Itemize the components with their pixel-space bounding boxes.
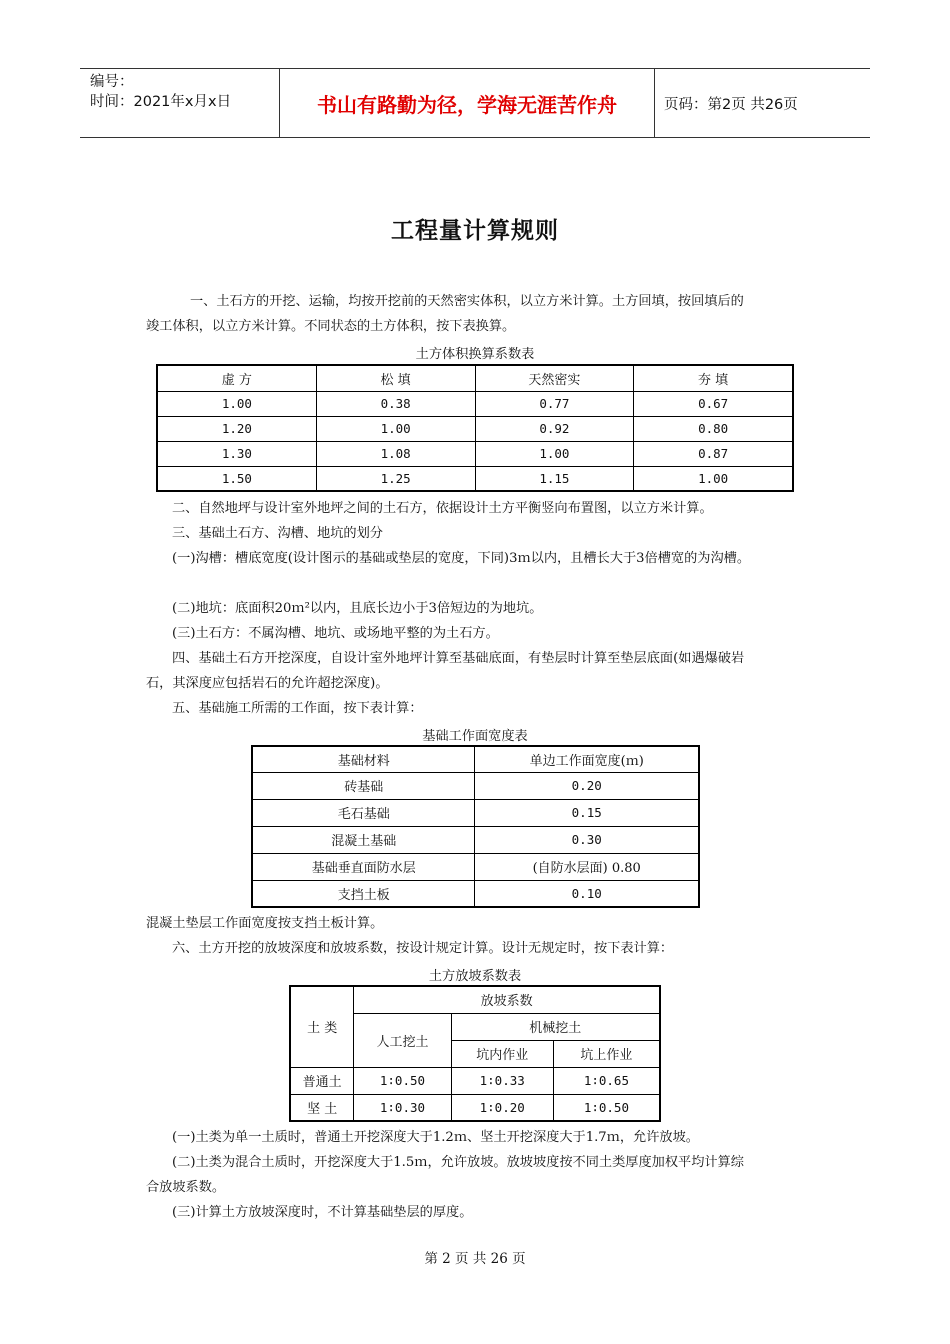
table-cell: 普通土: [290, 1067, 354, 1094]
table-cell: 0.67: [634, 391, 793, 416]
soil-type-header: 土 类: [290, 986, 354, 1067]
table-cell: 坚 土: [290, 1094, 354, 1121]
paragraph-4-line-2: 石，其深度应包括岩石的允许超挖深度)。: [146, 676, 389, 691]
table-cell: 1.08: [316, 441, 475, 466]
pit-inside-header: 坑内作业: [451, 1040, 553, 1067]
table-cell: 基础垂直面防水层: [252, 853, 475, 880]
table-header-cell: 单边工作面宽度(ｍ): [475, 746, 699, 772]
table-header-cell: 夯 填: [634, 365, 793, 391]
table-cell: 0.92: [475, 416, 634, 441]
table-cell: 0.38: [316, 391, 475, 416]
table-cell: 1.25: [316, 466, 475, 491]
table-header-cell: 虚 方: [157, 365, 316, 391]
paragraph-2: 二、自然地坪与设计室外地坪之间的土石方，依据设计土方平衡竖向布置图，以立方米计算。: [172, 501, 713, 516]
table-cell: 1.50: [157, 466, 316, 491]
table-cell: 1∶0.50: [553, 1094, 660, 1121]
document-number-label: 编号：: [90, 74, 134, 90]
table-row: [252, 853, 699, 880]
table-row: [290, 1094, 660, 1121]
machine-dig-header: 机械挖土: [451, 1013, 660, 1040]
table-cell: 1.30: [157, 441, 316, 466]
table-row: [157, 416, 793, 441]
table-cell: 1.00: [475, 441, 634, 466]
table-cell: 1∶0.30: [354, 1094, 451, 1121]
table-header-cell: 基础材料: [252, 746, 475, 772]
table-row: [157, 466, 793, 491]
table-header-cell: 松 填: [316, 365, 475, 391]
table-row: [252, 880, 699, 907]
table-cell: 1.15: [475, 466, 634, 491]
table2-caption: 基础工作面宽度表: [422, 729, 528, 744]
table-cell: 0.30: [475, 826, 699, 853]
table-header-cell: 天然密实: [475, 365, 634, 391]
paragraph-3a: (一)沟槽：槽底宽度(设计图示的基础或垫层的宽度，下同)3ｍ以内，且槽长大于3倍槽宽的为沟槽。: [172, 551, 751, 566]
paragraph-6: 六、土方开挖的放坡深度和放坡系数，按设计规定计算。设计无规定时，按下表计算：: [172, 941, 674, 956]
slope-coefficient-header: 放坡系数: [354, 986, 660, 1013]
table-row: [252, 772, 699, 799]
table-row: [252, 826, 699, 853]
paragraph-5-note: 混凝土垫层工作面宽度按支挡土板计算。: [146, 916, 384, 931]
paragraph-5: 五、基础施工所需的工作面，按下表计算：: [172, 701, 423, 716]
table-row: [157, 441, 793, 466]
paragraph-4-line-1: 四、基础土石方开挖深度，自设计室外地坪计算至基础底面，有垫层时计算至垫层底面(如遇爆破岩: [172, 651, 745, 666]
document-title: 工程量计算规则: [391, 218, 559, 244]
table3-caption: 土方放坡系数表: [428, 969, 522, 984]
soil-volume-table: [156, 364, 794, 492]
header-meta: [80, 69, 280, 137]
table-cell: 1.00: [157, 391, 316, 416]
table-cell: 支挡土板: [252, 880, 475, 907]
page-header: [80, 68, 870, 138]
paragraph-6b-line-1: (二)土类为混合土质时，开挖深度大于1.5ｍ，允许放坡。放坡坡度按不同土类厚度加权平均计算综: [172, 1155, 744, 1170]
page-footer: 第 2 页 共 26 页: [424, 1251, 526, 1267]
table-row: [157, 391, 793, 416]
table1-caption: 土方体积换算系数表: [415, 347, 535, 362]
table-row: [290, 1067, 660, 1094]
table-cell: 0.80: [634, 416, 793, 441]
paragraph-6b-line-2: 合放坡系数。: [146, 1180, 226, 1195]
table-cell: 1.20: [157, 416, 316, 441]
table-cell: 1∶0.33: [451, 1067, 553, 1094]
table-header-row: [157, 365, 793, 391]
table-cell: 1.00: [316, 416, 475, 441]
table-header-row: [290, 986, 660, 1013]
table-cell: 毛石基础: [252, 799, 475, 826]
table-row: [252, 799, 699, 826]
paragraph-6c: (三)计算土方放坡深度时，不计算基础垫层的厚度。: [172, 1205, 473, 1220]
table-cell: 0.20: [475, 772, 699, 799]
header-motto: 书山有路勤为径，学海无涯苦作舟: [280, 69, 655, 137]
table-cell: 1.00: [634, 466, 793, 491]
table-cell: (自防水层面) 0.80: [475, 853, 699, 880]
pit-top-header: 坑上作业: [553, 1040, 660, 1067]
table-cell: 1∶0.20: [451, 1094, 553, 1121]
table-cell: 1∶0.50: [354, 1067, 451, 1094]
table-cell: 砖基础: [252, 772, 475, 799]
work-surface-table: [251, 745, 700, 908]
manual-dig-header: 人工挖土: [354, 1013, 451, 1067]
paragraph-3: 三、基础土石方、沟槽、地坑的划分: [172, 526, 383, 541]
header-page-info: 页码：第2页 共26页: [664, 96, 798, 113]
table-cell: 0.15: [475, 799, 699, 826]
paragraph-1-line-2: 竣工体积，以立方米计算。不同状态的土方体积，按下表换算。: [146, 319, 516, 334]
slope-coefficient-table: [289, 985, 661, 1122]
table-cell: 混凝土基础: [252, 826, 475, 853]
table-header-row: [252, 746, 699, 772]
paragraph-6a: (一)土类为单一土质时，普通土开挖深度大于1.2ｍ、坚土开挖深度大于1.7ｍ，允许放坡。: [172, 1130, 699, 1145]
paragraph-1-line-1: 一、土石方的开挖、运输，均按开挖前的天然密实体积，以立方米计算。土方回填，按回填后的: [190, 294, 744, 309]
table-cell: 0.10: [475, 880, 699, 907]
table-cell: 0.87: [634, 441, 793, 466]
document-time-label: 时间：2021年x月x日: [90, 94, 232, 110]
table-cell: 1∶0.65: [553, 1067, 660, 1094]
paragraph-3c: (三)土石方：不属沟槽、地坑、或场地平整的为土石方。: [172, 626, 499, 641]
table-cell: 0.77: [475, 391, 634, 416]
paragraph-3b: (二)地坑：底面积20ｍ²以内，且底长边小于3倍短边的为地坑。: [172, 601, 543, 616]
